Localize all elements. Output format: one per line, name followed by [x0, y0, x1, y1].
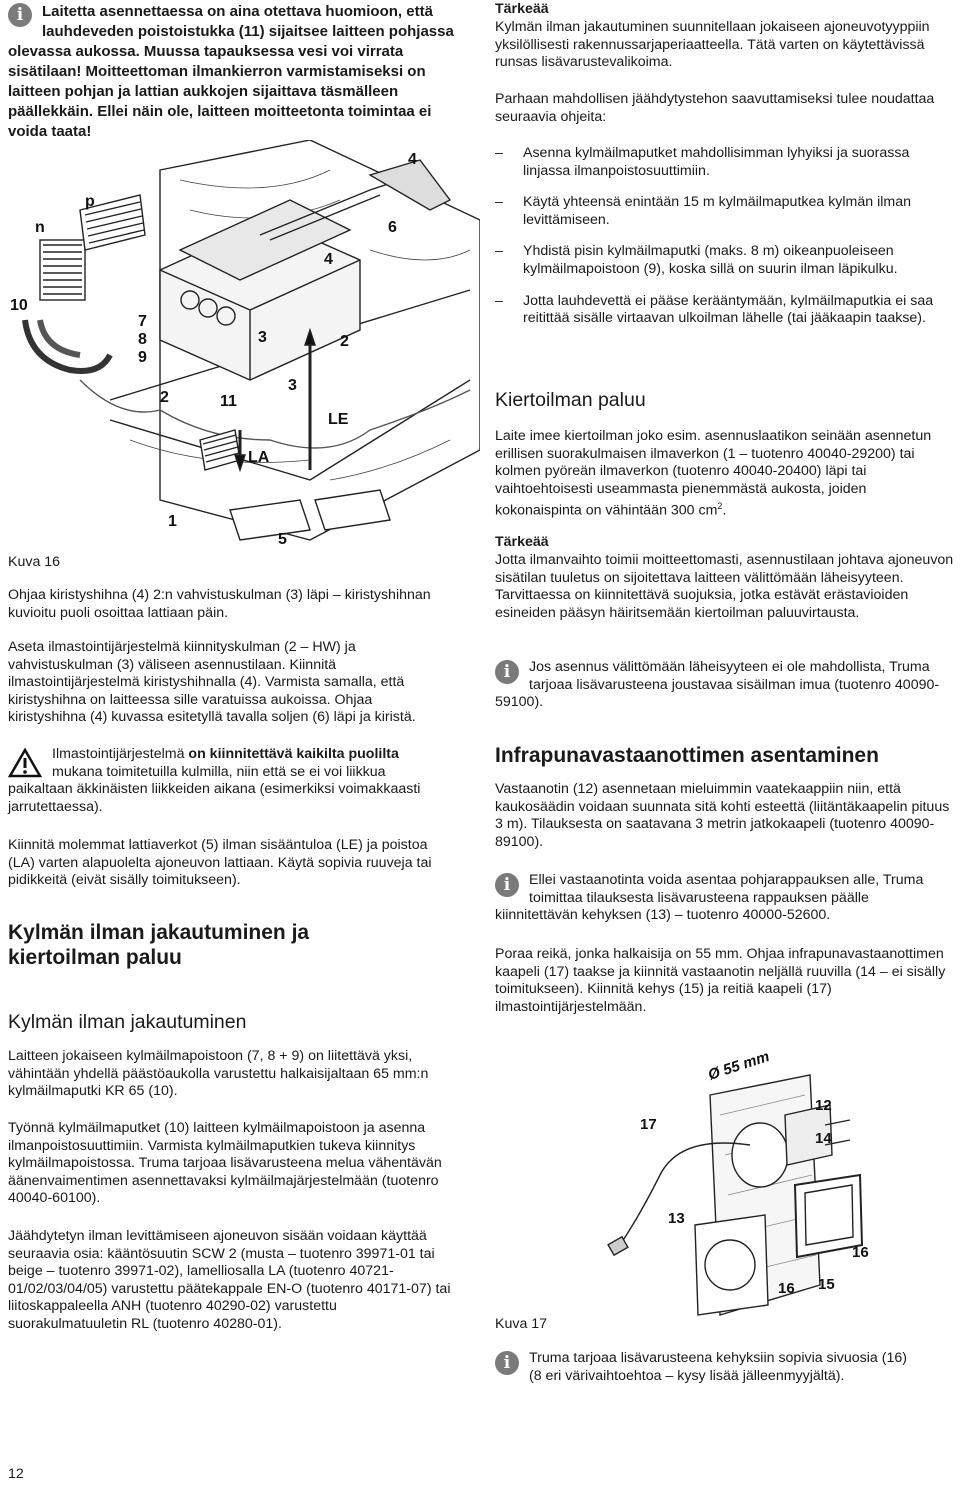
warning-text-post: mukana toimitetuilla kulmilla, niin että se ei voi liikkua paikaltaan äkkinäisten liikkeiden aikana (esimerkiksi voimakkaasti jarrutettaessa).	[8, 763, 421, 815]
para-push-hoses: Työnnä kylmäilmaputket (10) laitteen kylmäilmapoistoon ja asenna ilmanpoistosuuttimiin. Varmista kylmäilmaputkien tukeva kiinnitys kylmäilmapoistossa. Truma tarjoaa lisävarusteena melua vähentävän äänenvaimentimen asennettavaksi kylmäilmajärjestelmään (tuotenro 40040-60100).	[8, 1120, 442, 1207]
fig16-label-10: 10	[10, 297, 28, 314]
superscript: 2	[717, 501, 723, 512]
fig16-label-p: p	[85, 193, 95, 210]
important-title: Tärkeää	[495, 1, 549, 17]
fig16-label-7: 7	[138, 313, 147, 330]
fig17-label-16a: 16	[852, 1244, 869, 1261]
fig16-label-11: 11	[220, 393, 237, 410]
subheading-cold-air: Kylmän ilman jakautuminen	[8, 1011, 247, 1033]
info-icon: i	[495, 873, 519, 897]
warning-note	[8, 746, 453, 816]
info-note-text: Truma tarjoaa lisävarusteena kehyksiin sopivia sivuosia (16) (8 eri värivaihtoehtoa – kysy lisää jälleenmyyjältä).	[529, 1350, 907, 1384]
fig16-label-8: 8	[138, 331, 147, 348]
fig16-label-n: n	[35, 219, 45, 236]
info-note-drain	[8, 2, 460, 142]
figure-16-illustration	[10, 140, 480, 560]
fig16-label-9: 9	[138, 349, 147, 366]
warning-text	[8, 746, 453, 816]
ir-para-1: Vastaanotin (12) asennetaan mieluimmin vaatekaappiin niin, että kaukosäädin voidaan suunnata sitä kohti esteettä (liitäntäkaapelin pituus 3 m). Tilauksesta on saatavana 3 metrin jatkokaapeli (tuotenro 40090-89100).	[495, 781, 950, 850]
fig16-label-5: 5	[278, 531, 287, 548]
warning-text-bold: on kiinnitettävä kaikilta puolilta	[188, 746, 399, 762]
list-item: – Käytä yhteensä enintään 15 m kylmäilmaputkea kylmän ilman levittämiseen.	[495, 194, 955, 229]
fig16-label-LE: LE	[328, 411, 349, 428]
fig16-label-6: 6	[388, 219, 397, 236]
info-icon: i	[495, 1351, 519, 1375]
bullet-list	[495, 145, 955, 328]
para-cold-air-outlets: Laitteen jokaiseen kylmäilmapoistoon (7, 8 + 9) on liitettävä yksi, vähintään yhdellä päästöaukolla varustettu halkaisijaltaan 65 mm:n kylmäilmaputki KR 65 (10).	[8, 1048, 429, 1100]
para-strap-guide: Ohjaa kiristyshihna (4) 2:n vahvistuskulman (3) läpi – kiristyshihnan kuvioitu puoli osoittaa lattiaan päin.	[8, 587, 431, 621]
intro-text: Parhaan mahdollisen jäähdytystehon saavuttamiseksi tulee noudattaa seuraavia ohjeita:	[495, 91, 935, 125]
figure-17-illustration	[600, 1035, 900, 1325]
fig17-label-14: 14	[815, 1130, 832, 1147]
fig16-label-1: 1	[168, 513, 177, 530]
info-icon: i	[8, 3, 32, 27]
figure-17-caption: Kuva 17	[495, 1316, 548, 1332]
fig17-label-15: 15	[818, 1276, 835, 1293]
page-number: 12	[8, 1466, 24, 1482]
fig17-label-17: 17	[640, 1116, 657, 1133]
return-air-text-end: .	[722, 503, 727, 520]
para-distribution-parts: Jäähdytetyn ilman levittämiseen ajoneuvon sisään voidaan käyttää seuraavia osia: kääntösuutin SCW 2 (musta – tuotenro 39971-01 tai beige – tuotenro 39971-02), lamelliosalla LA (tuotenro 40721-01/02/03/04/05) varustettu päätekappale EN-O (tuotenro 40171-07) tai liitoskappaleella ANH (tuotenro 40290-02) varustettu suorakulmatuuletin RL (tuotenro 40280-01).	[8, 1228, 451, 1332]
important2-title: Tärkeää	[495, 534, 549, 550]
heading-return-air: Kiertoilman paluu	[495, 389, 646, 411]
info-note-text: Laitetta asennettaessa on aina otettava huomioon, että lauhdeveden poistoistukka (11) sijaitsee laitteen pohjassa olevassa aukossa. Muussa tapauksessa vesi voi virrata sisätilaan! Moitteettoman ilmankierron varmistamiseksi on laitteen pohjan ja lattian aukkojen sijaittava täsmälleen päällekkäin. Ellei näin ole, laitteen moitteetonta toimintaa ei voida taata!	[8, 3, 454, 140]
important-text: Kylmän ilman jakautuminen suunnitellaan jokaiseen ajoneuvotyyppiin yksilöllisesti rakennussarjaperiaatteella. Tätä varten on käytettävissä runsas lisävarustevalikoima.	[495, 19, 930, 71]
fig17-label-12: 12	[815, 1097, 832, 1114]
info-note-side-parts	[495, 1350, 915, 1385]
list-item: – Asenna kylmäilmaputket mahdollisimman lyhyiksi ja suorassa linjassa ilmanpoistosuuttimiin.	[495, 145, 955, 180]
fig17-label-13: 13	[668, 1210, 685, 1227]
info-note-frame	[495, 872, 955, 925]
fig16-label-3a: 3	[258, 329, 267, 346]
info-note-text: Ellei vastaanotinta voida asentaa pohjarappauksen alle, Truma toimittaa tilauksesta lisävarusteena rappauksen päälle kiinnitettävän kehyksen (13) – tuotenro 40000-52600.	[495, 872, 924, 924]
info-note-flexible-intake	[495, 659, 955, 712]
fig16-label-4b: 4	[408, 151, 417, 168]
figure-16-caption: Kuva 16	[8, 554, 61, 570]
fig17-label-diameter: Ø 55 mm	[705, 1048, 772, 1084]
fig16-label-2b: 2	[340, 333, 349, 350]
fig16-label-2a: 2	[160, 389, 169, 406]
fig17-label-16b: 16	[778, 1280, 795, 1297]
important2-text: Jotta ilmanvaihto toimii moitteettomasti, asennustilaan johtava ajoneuvon sisätilan tuuletus on sijoitettava laitteen välittömään läheisyyteen. Tarvittaessa on kiinnitettävä suojuksia, jotka estävät erästavioiden esineiden pääsyn häiritsemään kiertoilman paluuvirtausta.	[495, 552, 954, 621]
list-item: – Yhdistä pisin kylmäilmaputki (maks. 8 m) oikeanpuoleiseen kylmäilmapoistoon (9), koska sillä on suurin ilman läpikulku.	[495, 243, 955, 278]
heading-ir-receiver: Infrapunavastaanottimen asentaminen	[495, 744, 879, 767]
para-floor-grilles: Kiinnitä molemmat lattiaverkot (5) ilman sisääntuloa (LE) ja poistoa (LA) varten alapuolelta ajoneuvon lattiaan. Käytä sopivia ruuveja tai pidikkeitä (eivät sisälly toimitukseen).	[8, 837, 432, 889]
warning-icon	[8, 748, 42, 778]
ir-para-2: Poraa reikä, jonka halkaisija on 55 mm. Ohjaa infrapunavastaanottimen kaapeli (17) taakse ja kiinnitä vastaanotin neljällä ruuvilla (14 – ei sisälly toimitukseen). Kiinnitä kehys (15) ja reitiä kaapeli (17) ilmastointijärjestelmään.	[495, 946, 946, 1015]
list-item: – Jotta lauhdevettä ei pääse kerääntymään, kylmäilmaputkia ei saa reitittää sisälle virtaavan ulkoilman lähelle (tai jääkaapin taakse).	[495, 293, 955, 328]
warning-text-pre: Ilmastointijärjestelmä	[52, 746, 189, 762]
fig16-label-4a: 4	[324, 251, 333, 268]
return-air-text	[495, 428, 955, 521]
return-air-text-main: Laite imee kiertoilman joko esim. asennuslaatikon seinään asennetun erillisen suorakulmaisen ilmaverkon (1 – tuotenro 40040-29200) tai kolmen pyöreän ilmaverkon (tuotenro 40040-20400) läpi tai vaihtoehtoisesti useammasta pienemmästä aukosta, joiden kokonaispinta on vähintään 300 cm	[495, 428, 932, 520]
info-note-text: Jos asennus välittömään läheisyyteen ei ole mahdollista, Truma tarjoaa lisävarusteena joustavaa sisäilman imua (tuotenro 40090-59100).	[495, 659, 940, 711]
info-icon: i	[495, 660, 519, 684]
fig16-label-LA: LA	[248, 449, 270, 466]
heading-cold-air-distribution: Kylmän ilman jakautuminen ja kiertoilman paluu	[8, 921, 310, 969]
fig16-label-3b: 3	[288, 377, 297, 394]
para-place-unit: Aseta ilmastointijärjestelmä kiinnityskulman (2 – HW) ja vahvistuskulman (3) väliseen asennustilaan. Kiinnitä ilmastointijärjestelmä kiristyshihnalla (4). Varmista samalla, että kiristyshihna on laitteessa sille varatuissa aukoissa. Ohjaa kiristyshihna (4) kuvassa esitetyllä tavalla soljen (6) läpi ja kiristä.	[8, 639, 416, 726]
